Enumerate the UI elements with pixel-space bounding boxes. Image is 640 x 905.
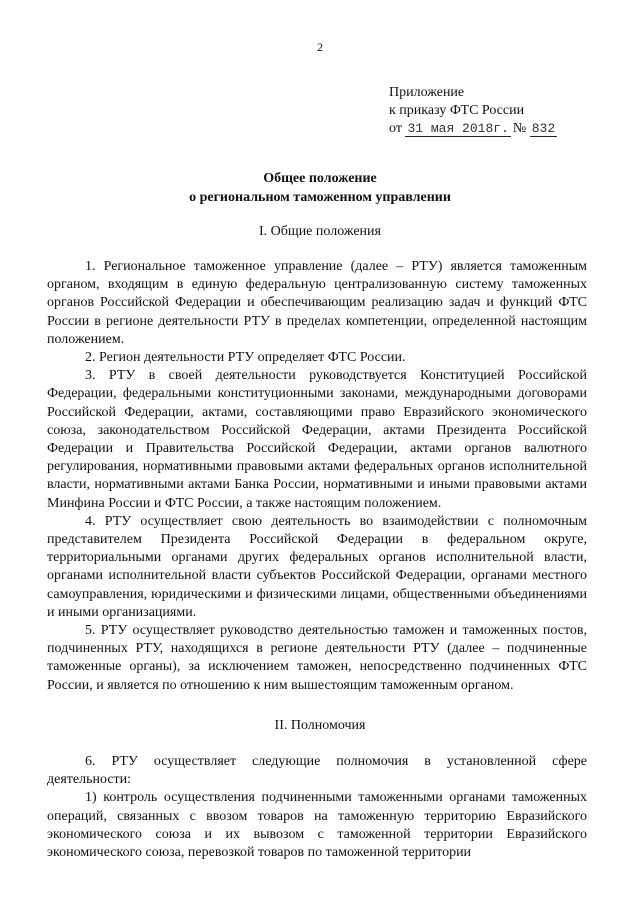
paragraph-1: 1. Региональное таможенное управление (далее – РТУ) является таможенным органом, входящим в единую федеральную централизованную систему таможенных органов Российской Федерации и обеспечивающим реализацию задач и функций ФТС России в регионе деятельности РТУ в пределах компетенции, определенной настоящим положением. <box>47 259 587 347</box>
paragraph-3: 3. РТУ в своей деятельности руководствуется Конституцией Российской Федерации, федеральными конституционными законами, международными договорами Российской Федерации, актами, составляющими право Евразийского экономического союза, законодательством Российской Федерации, актами Президента Российской Федерации и Правительства Российской Федерации, актами органов валютного регулирования, нормативными правовыми актами федеральных органов исполнительной власти, нормативными актами Банка России, нормативными и иными правовыми актами Минфина России и ФТС России, а также настоящим положением. <box>47 368 587 511</box>
paragraph-5: 5. РТУ осуществляет руководство деятельностью таможен и таможенных постов, подчиненных РТУ, находящихся в регионе деятельности РТУ (далее – подчиненные таможенные органы), за исключением таможен, непосредственно подчиненных ФТС России, и является по отношению к ним вышестоящим таможенным органом. <box>47 623 587 693</box>
appendix-line-2: к приказу ФТС России <box>389 103 525 118</box>
section-1-heading: I. Общие положения <box>259 224 381 239</box>
section-1-body <box>47 258 587 695</box>
paragraph-6-item-1: 1) контроль осуществления подчиненными таможенными органами таможенных операций, связанных с ввозом товаров на таможенную территорию Евразийского экономического союза и их вывозом с таможенной территории Евразийского экономического союза, перевозкой товаров по таможенной территории <box>47 790 587 861</box>
page-number: 2 <box>317 40 323 54</box>
document-title <box>0 169 640 207</box>
from-prefix: от <box>389 121 402 136</box>
section-2-body <box>47 753 587 862</box>
title-line-1: Общее положение <box>263 171 377 186</box>
paragraph-2: 2. Регион деятельности РТУ определяет ФТС России. <box>85 350 406 366</box>
paragraph-6: 6. РТУ осуществляет следующие полномочия в установленной сфере деятельности: <box>47 754 587 788</box>
number-sign: № <box>512 121 527 136</box>
order-date: 31 мая 2018г. <box>407 121 509 136</box>
section-2-heading: II. Полномочия <box>274 718 366 733</box>
paragraph-4: 4. РТУ осуществляет свою деятельность во взаимодействии с полномочным представителем Президента Российской Федерации в федеральном округе, территориальными органами других федеральных органов исполнительной власти, органами исполнительной власти субъектов Российской Федерации, органами местного самоуправления, юридическими и физическими лицами, общественными объединениями и иными организациями. <box>47 513 587 620</box>
order-number: 832 <box>531 121 556 136</box>
appendix-line-1: Приложение <box>389 85 465 100</box>
appendix-order-line <box>389 120 557 138</box>
title-line-2: о региональном таможенном управлении <box>189 190 451 205</box>
appendix-block <box>389 84 557 138</box>
